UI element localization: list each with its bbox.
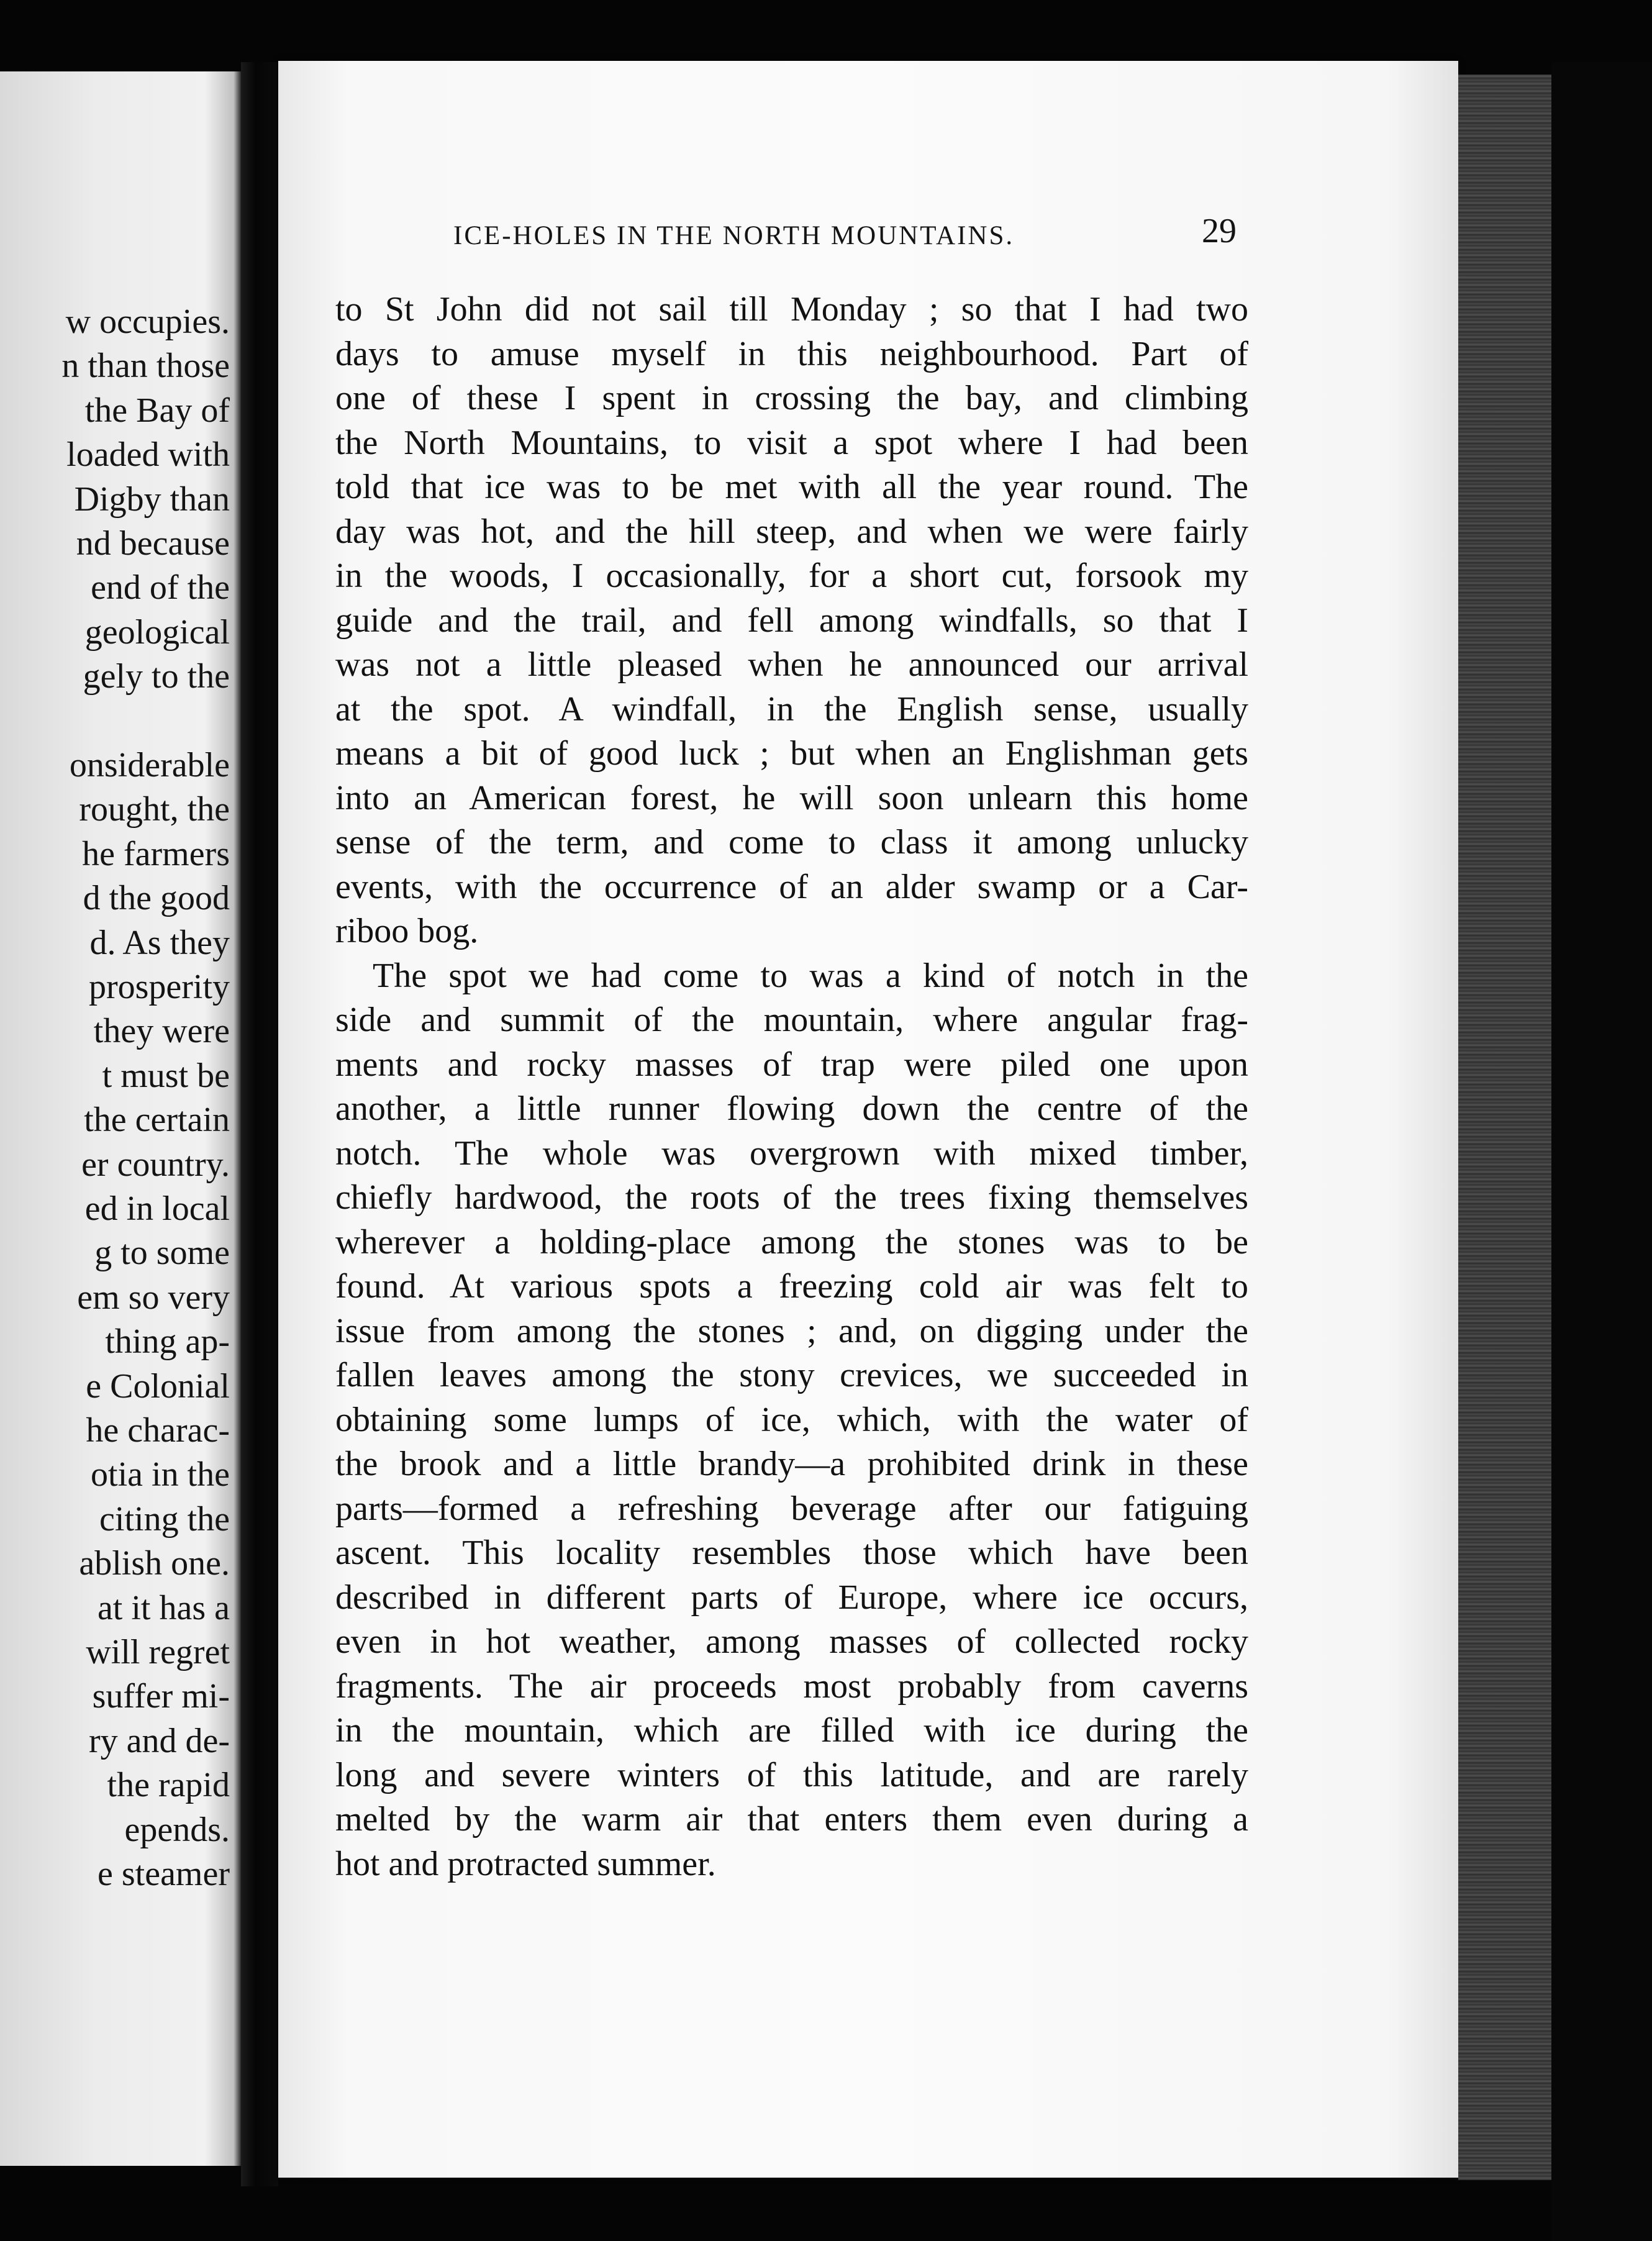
left-page-line: em so very — [77, 1278, 230, 1317]
body-line: ascent. This locality resembles those which have been — [335, 1534, 1248, 1572]
body-line: long and severe winters of this latitude, and are rarely — [335, 1755, 1248, 1794]
left-page-line: t must be — [102, 1056, 230, 1095]
left-page-line: onsiderable — [69, 746, 230, 784]
left-page-line: er country. — [81, 1145, 230, 1184]
left-page-line: ry and de- — [88, 1721, 230, 1760]
left-page-line: d the good — [83, 879, 230, 918]
left-page-line: thing ap- — [105, 1322, 230, 1361]
body-line: issue from among the stones ; and, on digging under the — [335, 1311, 1248, 1350]
left-page-line: ablish one. — [79, 1544, 230, 1583]
body-line: day was hot, and the hill steep, and when we were fairly — [335, 512, 1248, 551]
left-page-line: at it has a — [97, 1588, 230, 1627]
body-line: another, a little runner flowing down the centre of the — [335, 1089, 1248, 1128]
body-line: riboo bog. — [335, 912, 479, 950]
body-line: sense of the term, and come to class it among unlucky — [335, 823, 1248, 861]
body-line: hot and protracted summer. — [335, 1844, 716, 1883]
running-head: ICE-HOLES IN THE NORTH MOUNTAINS. — [453, 221, 1015, 250]
body-line: melted by the warm air that enters them even during a — [335, 1800, 1248, 1839]
left-page-line: Digby than — [74, 480, 230, 519]
body-line: chiefly hardwood, the roots of the trees fixing themselves — [335, 1178, 1248, 1217]
body-line: even in hot weather, among masses of collected rocky — [335, 1622, 1248, 1661]
body-line: The spot we had come to was a kind of notch in the — [373, 956, 1248, 995]
left-page-line: g to some — [94, 1234, 230, 1273]
left-page-line: gely to the — [83, 657, 230, 696]
body-line: described in different parts of Europe, where ice occurs, — [335, 1578, 1248, 1617]
left-page-line: they were — [93, 1012, 230, 1051]
body-line: means a bit of good luck ; but when an Englishman gets — [335, 734, 1248, 773]
left-page-line: he farmers — [82, 834, 230, 873]
left-page-line: e steamer — [98, 1855, 230, 1893]
left-page-line: epends. — [124, 1810, 230, 1849]
left-page-line: the Bay of — [84, 391, 230, 430]
scan-margin-right — [1551, 62, 1652, 2241]
body-line: found. At various spots a freezing cold air was felt to — [335, 1267, 1248, 1306]
body-line: the North Mountains, to visit a spot where I had been — [335, 423, 1248, 462]
body-line: events, with the occurrence of an alder swamp or a Car- — [335, 867, 1248, 906]
body-line: side and summit of the mountain, where angular frag- — [335, 1001, 1248, 1039]
body-line: fallen leaves among the stony crevices, we succeeded in — [335, 1356, 1248, 1394]
body-line: the brook and a little brandy—a prohibited drink in these — [335, 1445, 1248, 1483]
body-line: obtaining some lumps of ice, which, with the water of — [335, 1400, 1248, 1439]
left-page-line: the rapid — [107, 1766, 230, 1805]
body-line: fragments. The air proceeds most probably from caverns — [335, 1666, 1248, 1706]
left-page-line: he charac- — [86, 1411, 230, 1450]
left-page-line: loaded with — [66, 435, 230, 475]
left-page-line: w occupies. — [65, 302, 230, 341]
body-line: one of these I spent in crossing the bay, and climbing — [335, 379, 1248, 417]
left-page-line: ed in local — [84, 1189, 230, 1228]
left-page-line: e Colonial — [86, 1366, 230, 1406]
body-line: in the woods, I occasionally, for a short cut, forsook my — [335, 557, 1248, 595]
left-page-line: rought, the — [79, 790, 230, 829]
body-line: guide and the trail, and fell among windfalls, so that I — [335, 601, 1248, 640]
left-page-line: d. As they — [89, 923, 230, 962]
left-page-line: the certain — [84, 1101, 230, 1140]
left-page-line: n than those — [61, 347, 230, 386]
body-line: told that ice was to be met with all the year round. The — [335, 468, 1248, 506]
left-page-line: geological — [84, 612, 230, 652]
body-line: at the spot. A windfall, in the English sense, usually — [335, 689, 1248, 729]
body-line: into an American forest, he will soon unlearn this home — [335, 778, 1248, 817]
left-page-line: nd because — [76, 524, 230, 563]
book-gutter — [241, 62, 278, 2186]
page-fore-edge — [1458, 75, 1551, 2180]
body-line: in the mountain, which are filled with ice during the — [335, 1711, 1248, 1750]
left-page-line: citing the — [99, 1499, 230, 1539]
previous-page-fragment — [0, 71, 241, 2166]
body-line: days to amuse myself in this neighbourhood. Part of — [335, 334, 1248, 373]
page-number: 29 — [1202, 212, 1237, 250]
body-line: parts—formed a refreshing beverage after our fatiguing — [335, 1489, 1248, 1528]
left-page-line: end of the — [91, 568, 230, 607]
body-line: wherever a holding-place among the stones was to be — [335, 1222, 1248, 1261]
left-page-line: otia in the — [91, 1455, 230, 1494]
body-line: ments and rocky masses of trap were piled one upon — [335, 1045, 1248, 1084]
body-line: was not a little pleased when he announced our arrival — [335, 645, 1248, 684]
left-page-line: prosperity — [88, 968, 230, 1006]
body-line: notch. The whole was overgrown with mixed timber, — [335, 1134, 1248, 1173]
left-page-line: will regret — [86, 1633, 230, 1671]
body-line: to St John did not sail till Monday ; so that I had two — [335, 290, 1248, 329]
left-page-line: suffer mi- — [92, 1677, 230, 1716]
